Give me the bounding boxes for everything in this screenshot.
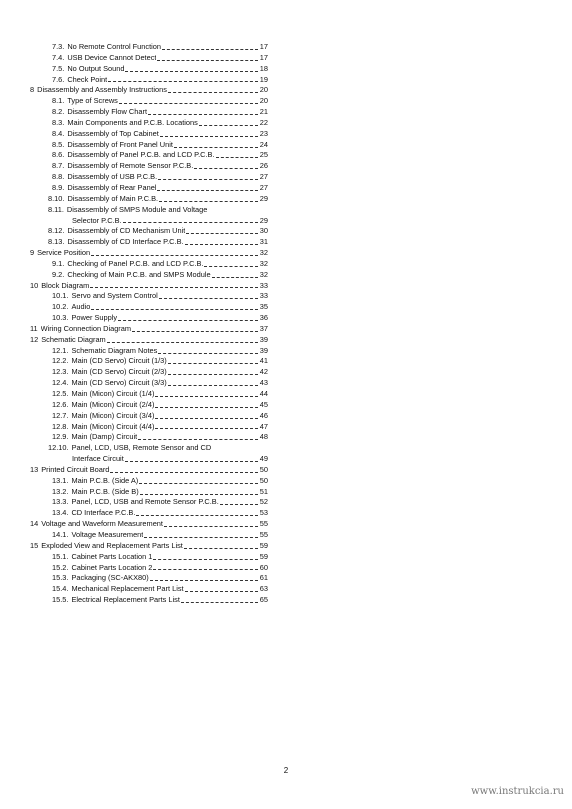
toc-entry[interactable] bbox=[30, 400, 268, 411]
toc-entry-page: 17 bbox=[259, 42, 268, 51]
toc-entry-page: 41 bbox=[259, 356, 268, 366]
toc-entry-number: 10.2. bbox=[52, 302, 69, 312]
toc-entry-page: 52 bbox=[259, 497, 268, 507]
toc-entry[interactable] bbox=[30, 237, 268, 248]
page-number: 2 bbox=[283, 766, 289, 775]
toc-entry-page: 59 bbox=[259, 540, 268, 550]
toc-entry-title: Printed Circuit Board bbox=[41, 464, 110, 474]
toc-entry-title: Voltage and Waveform Measurement bbox=[41, 519, 163, 529]
toc-entry-title: No Output Sound bbox=[67, 63, 125, 73]
toc-entry-page: 55 bbox=[259, 529, 268, 539]
toc-entry-page: 29 bbox=[259, 193, 268, 203]
dot-leader bbox=[155, 390, 257, 397]
toc-entry-number: 8.3. bbox=[52, 117, 65, 127]
toc-entry[interactable] bbox=[30, 129, 268, 140]
toc-entry-title: Main P.C.B. (Side B) bbox=[71, 486, 139, 496]
toc-entry-title: No Remote Control Function bbox=[67, 42, 161, 51]
dot-leader bbox=[199, 119, 258, 126]
toc-entry[interactable] bbox=[30, 270, 268, 281]
toc-entry-page: 24 bbox=[259, 139, 268, 149]
toc-entry-title: Exploded View and Replacement Parts List bbox=[41, 540, 183, 550]
toc-entry[interactable] bbox=[30, 454, 268, 465]
toc-entry[interactable] bbox=[30, 356, 268, 367]
toc-entry-number: 13 bbox=[30, 464, 39, 474]
dot-leader bbox=[118, 314, 258, 321]
dot-leader bbox=[168, 86, 258, 93]
toc-entry-page: 27 bbox=[259, 172, 268, 182]
toc-entry-number: 10.3. bbox=[52, 313, 69, 323]
toc-entry-number: 8 bbox=[30, 85, 35, 95]
toc-entry-title: Disassembly of SMPS Module and Voltage bbox=[66, 204, 208, 214]
toc-entry-title: Schematic Diagram bbox=[41, 334, 106, 344]
toc-entry-title: Main (Micon) Circuit (3/4) bbox=[71, 410, 155, 420]
toc-entry[interactable] bbox=[30, 497, 268, 508]
watermark: www.instrukcia.ru bbox=[471, 786, 564, 797]
toc-entry-number: 11 bbox=[30, 323, 38, 333]
toc-entry-page: 39 bbox=[259, 345, 268, 355]
toc-entry-number: 8.5. bbox=[52, 139, 65, 149]
toc-entry-number: 15 bbox=[30, 540, 39, 550]
toc-entry-number: 12.2. bbox=[52, 356, 69, 366]
toc-entry-page: 59 bbox=[259, 551, 268, 561]
dot-leader bbox=[119, 97, 258, 104]
toc-entry[interactable] bbox=[30, 172, 268, 183]
toc-entry-page: 29 bbox=[259, 215, 268, 225]
toc-entry-title: CD Interface P.C.B. bbox=[71, 508, 136, 518]
toc-entry[interactable] bbox=[30, 96, 268, 107]
toc-entry[interactable] bbox=[30, 335, 268, 346]
dot-leader bbox=[108, 75, 258, 82]
dot-leader bbox=[150, 574, 258, 581]
toc-entry-page: 61 bbox=[259, 573, 268, 583]
toc-entry[interactable] bbox=[30, 85, 268, 96]
toc-entry-title: Main (CD Servo) Circuit (3/3) bbox=[71, 378, 167, 388]
toc-entry-number: 8.6. bbox=[52, 150, 65, 160]
dot-leader bbox=[153, 553, 257, 560]
toc-entry[interactable] bbox=[30, 411, 268, 422]
dot-leader bbox=[194, 162, 257, 169]
toc-entry-page: 31 bbox=[259, 237, 268, 247]
toc-entry-title: Power Supply bbox=[71, 313, 118, 323]
toc-entry[interactable] bbox=[30, 140, 268, 151]
toc-entry-page: 50 bbox=[259, 475, 268, 485]
toc-entry-page: 37 bbox=[259, 323, 268, 333]
toc-entry[interactable] bbox=[30, 487, 268, 498]
toc-entry-title: Audio bbox=[71, 302, 91, 312]
toc-entry-page: 17 bbox=[259, 52, 268, 62]
toc-entry[interactable] bbox=[30, 324, 268, 335]
toc-entry-number: 12.10. bbox=[48, 443, 69, 453]
toc-entry-title: Disassembly and Assembly Instructions bbox=[37, 85, 167, 95]
toc-entry[interactable] bbox=[30, 313, 268, 324]
toc-entry[interactable] bbox=[30, 194, 268, 205]
dot-leader bbox=[204, 260, 257, 267]
dot-leader bbox=[125, 455, 258, 462]
dot-leader bbox=[110, 466, 257, 473]
toc-entry-number: 8.2. bbox=[52, 107, 65, 117]
dot-leader bbox=[155, 412, 257, 419]
toc-entry-number: 13.4. bbox=[52, 508, 69, 518]
toc-entry[interactable] bbox=[30, 476, 268, 487]
toc-entry-number: 15.2. bbox=[52, 562, 69, 572]
toc-entry[interactable] bbox=[30, 389, 268, 400]
toc-entry-number: 12.5. bbox=[52, 389, 69, 398]
toc-entry[interactable] bbox=[30, 150, 268, 161]
toc-entry-number: 8.4. bbox=[52, 128, 65, 138]
toc-entry-title: Disassembly of Front Panel Unit bbox=[67, 139, 173, 149]
toc-entry-title: Main (Micon) Circuit (4/4) bbox=[71, 421, 155, 431]
table-of-contents bbox=[30, 42, 268, 606]
toc-entry-title: Disassembly Flow Chart bbox=[67, 107, 148, 117]
dot-leader bbox=[181, 596, 258, 603]
toc-entry-title: Disassembly of Panel P.C.B. and LCD P.C.B. bbox=[67, 150, 215, 160]
toc-entry-title: Main (Micon) Circuit (2/4) bbox=[71, 399, 155, 409]
toc-entry-page: 20 bbox=[259, 96, 268, 106]
toc-entry-title: Disassembly of Rear Panel bbox=[67, 182, 157, 192]
toc-entry-page: 22 bbox=[259, 117, 268, 127]
toc-entry-number: 15.1. bbox=[52, 551, 69, 561]
toc-entry[interactable] bbox=[30, 552, 268, 563]
toc-entry-title: Disassembly of CD Interface P.C.B. bbox=[67, 237, 184, 247]
toc-entry-number: 7.3. bbox=[52, 42, 65, 51]
dot-leader bbox=[155, 422, 257, 429]
toc-entry-number: 7.5. bbox=[52, 63, 65, 73]
dot-leader bbox=[168, 368, 258, 375]
toc-entry-page: 32 bbox=[259, 248, 268, 258]
toc-entry-page: 55 bbox=[259, 519, 268, 529]
dot-leader bbox=[91, 303, 257, 310]
toc-entry-page: 26 bbox=[259, 161, 268, 171]
dot-leader bbox=[162, 43, 258, 50]
toc-entry-page: 51 bbox=[259, 486, 268, 496]
toc-entry-page: 20 bbox=[259, 85, 268, 95]
toc-entry-page: 32 bbox=[259, 269, 268, 279]
toc-entry-title: Check Point bbox=[67, 74, 108, 84]
toc-entry-page: 19 bbox=[259, 74, 268, 84]
toc-entry-number: 8.11. bbox=[48, 204, 64, 214]
toc-entry-title: Checking of Main P.C.B. and SMPS Module bbox=[67, 269, 211, 279]
toc-entry-number: 8.12. bbox=[48, 226, 65, 236]
toc-entry-page: 30 bbox=[259, 226, 268, 236]
toc-entry-title: Main P.C.B. (Side A) bbox=[71, 475, 139, 485]
toc-entry[interactable] bbox=[30, 291, 268, 302]
dot-leader bbox=[220, 498, 258, 505]
toc-entry[interactable] bbox=[30, 508, 268, 519]
toc-entry-page: 18 bbox=[259, 63, 268, 73]
dot-leader bbox=[91, 249, 258, 256]
dot-leader bbox=[159, 195, 258, 202]
dot-leader bbox=[174, 141, 258, 148]
toc-entry[interactable] bbox=[30, 226, 268, 237]
toc-entry-page: 65 bbox=[259, 595, 268, 605]
toc-entry-page: 43 bbox=[259, 378, 268, 388]
toc-entry[interactable] bbox=[30, 161, 268, 172]
toc-entry[interactable] bbox=[30, 118, 268, 129]
toc-entry[interactable] bbox=[30, 64, 268, 75]
toc-entry-title: Cabinet Parts Location 2 bbox=[71, 562, 153, 572]
toc-entry-title: Disassembly of CD Mechanism Unit bbox=[67, 226, 186, 236]
dot-leader bbox=[90, 281, 257, 288]
toc-entry-page: 44 bbox=[259, 389, 268, 398]
toc-entry-number: 14.1. bbox=[52, 529, 69, 539]
toc-entry[interactable] bbox=[30, 563, 268, 574]
toc-entry-title: Disassembly of Remote Sensor P.C.B. bbox=[67, 161, 194, 171]
toc-entry-number: 12.3. bbox=[52, 367, 69, 377]
toc-entry-number: 12.1. bbox=[52, 345, 69, 355]
dot-leader bbox=[140, 488, 258, 495]
toc-entry[interactable] bbox=[30, 205, 268, 216]
toc-entry-page: 46 bbox=[259, 410, 268, 420]
toc-entry[interactable] bbox=[30, 530, 268, 541]
dot-leader bbox=[125, 65, 257, 72]
toc-entry-title: Voltage Measurement bbox=[71, 529, 144, 539]
toc-entry[interactable] bbox=[30, 75, 268, 86]
toc-entry-title: Schematic Diagram Notes bbox=[71, 345, 158, 355]
toc-entry[interactable] bbox=[30, 302, 268, 313]
toc-entry-title: Packaging (SC-AKX80) bbox=[71, 573, 149, 583]
dot-leader bbox=[216, 151, 258, 158]
toc-entry-page: 42 bbox=[259, 367, 268, 377]
toc-entry-number: 15.4. bbox=[52, 584, 69, 594]
toc-entry-number: 15.3. bbox=[52, 573, 69, 583]
toc-entry-page: 21 bbox=[259, 107, 268, 117]
toc-entry-title: Main (CD Servo) Circuit (1/3) bbox=[71, 356, 167, 366]
toc-entry-page: 27 bbox=[259, 182, 268, 192]
toc-entry-number: 13.3. bbox=[52, 497, 69, 507]
dot-leader bbox=[185, 585, 258, 592]
dot-leader bbox=[157, 184, 257, 191]
dot-leader bbox=[185, 238, 258, 245]
toc-entry-page: 39 bbox=[259, 334, 268, 344]
toc-entry-title: Disassembly of USB P.C.B. bbox=[67, 172, 158, 182]
toc-entry[interactable] bbox=[30, 42, 268, 53]
toc-entry-title: USB Device Cannot Detect bbox=[67, 52, 157, 62]
dot-leader bbox=[123, 216, 258, 223]
dot-leader bbox=[144, 531, 257, 538]
toc-entry-page: 47 bbox=[259, 421, 268, 431]
toc-entry-number: 8.8. bbox=[52, 172, 65, 182]
toc-entry-page: 33 bbox=[259, 280, 268, 290]
dot-leader bbox=[139, 477, 257, 484]
toc-entry[interactable] bbox=[30, 519, 268, 530]
toc-entry-title: Interface Circuit bbox=[72, 454, 124, 464]
dot-leader bbox=[168, 379, 258, 386]
toc-entry-title: Checking of Panel P.C.B. and LCD P.C.B. bbox=[67, 258, 204, 268]
toc-entry[interactable] bbox=[30, 259, 268, 270]
toc-entry-number: 7.4. bbox=[52, 52, 65, 62]
dot-leader bbox=[160, 130, 258, 137]
dot-leader bbox=[136, 509, 257, 516]
toc-entry-title: Mechanical Replacement Part List bbox=[71, 584, 184, 594]
dot-leader bbox=[168, 357, 258, 364]
toc-entry-number: 13.1. bbox=[52, 475, 69, 485]
dot-leader bbox=[159, 292, 258, 299]
toc-entry-number: 14 bbox=[30, 519, 39, 529]
toc-entry[interactable] bbox=[30, 53, 268, 64]
toc-entry[interactable] bbox=[30, 432, 268, 443]
toc-entry-number: 9.2. bbox=[52, 269, 65, 279]
dot-leader bbox=[138, 433, 258, 440]
toc-entry[interactable] bbox=[30, 216, 268, 227]
toc-entry-number: 12.8. bbox=[52, 421, 69, 431]
toc-entry[interactable] bbox=[30, 595, 268, 606]
toc-entry-number: 9 bbox=[30, 248, 35, 258]
toc-entry-number: 8.10. bbox=[48, 193, 65, 203]
toc-entry-title: Main (Micon) Circuit (1/4) bbox=[71, 389, 155, 398]
toc-entry-page: 63 bbox=[259, 584, 268, 594]
toc-entry-title: Wiring Connection Diagram bbox=[40, 323, 132, 333]
toc-entry-number: 15.5. bbox=[52, 595, 69, 605]
dot-leader bbox=[132, 325, 258, 332]
dot-leader bbox=[158, 173, 258, 180]
toc-entry-title: Electrical Replacement Parts List bbox=[71, 595, 180, 605]
toc-entry-title: Panel, LCD, USB, Remote Sensor and CD bbox=[71, 443, 212, 453]
toc-entry[interactable] bbox=[30, 573, 268, 584]
toc-entry-page: 48 bbox=[259, 432, 268, 442]
toc-entry-title: Main Components and P.C.B. Locations bbox=[67, 117, 198, 127]
toc-entry-number: 13.2. bbox=[52, 486, 69, 496]
toc-entry-page: 49 bbox=[259, 454, 268, 464]
dot-leader bbox=[212, 271, 258, 278]
toc-entry-page: 32 bbox=[259, 258, 268, 268]
toc-entry-title: Disassembly of Main P.C.B. bbox=[67, 193, 159, 203]
toc-entry-number: 9.1. bbox=[52, 258, 65, 268]
toc-entry-number: 12.4. bbox=[52, 378, 69, 388]
toc-entry[interactable] bbox=[30, 584, 268, 595]
dot-leader bbox=[184, 542, 258, 549]
toc-entry-number: 12 bbox=[30, 334, 39, 344]
toc-entry-number: 12.9. bbox=[52, 432, 69, 442]
toc-entry[interactable] bbox=[30, 378, 268, 389]
toc-entry-page: 50 bbox=[259, 464, 268, 474]
toc-entry-title: Disassembly of Top Cabinet bbox=[67, 128, 159, 138]
dot-leader bbox=[155, 401, 257, 408]
toc-entry[interactable] bbox=[30, 465, 268, 476]
toc-entry-title: Block Diagram bbox=[41, 280, 90, 290]
toc-entry-number: 8.13. bbox=[48, 237, 65, 247]
toc-entry-title: Panel, LCD, USB and Remote Sensor P.C.B. bbox=[71, 497, 219, 507]
toc-entry-number: 8.1. bbox=[52, 96, 65, 106]
toc-entry-number: 8.7. bbox=[52, 161, 65, 171]
toc-entry[interactable] bbox=[30, 541, 268, 552]
toc-entry[interactable] bbox=[30, 107, 268, 118]
toc-entry[interactable] bbox=[30, 248, 268, 259]
toc-entry[interactable] bbox=[30, 443, 268, 454]
toc-entry-number: 10 bbox=[30, 280, 39, 290]
dot-leader bbox=[148, 108, 258, 115]
toc-entry-page: 33 bbox=[259, 291, 268, 301]
toc-entry-page: 36 bbox=[259, 313, 268, 323]
toc-entry-page: 35 bbox=[259, 302, 268, 312]
toc-entry-number: 12.7. bbox=[52, 410, 69, 420]
toc-entry-number: 7.6. bbox=[52, 74, 65, 84]
toc-entry-page: 60 bbox=[259, 562, 268, 572]
toc-entry[interactable] bbox=[30, 183, 268, 194]
toc-entry[interactable] bbox=[30, 367, 268, 378]
toc-entry-page: 23 bbox=[259, 128, 268, 138]
toc-entry-page: 53 bbox=[259, 508, 268, 518]
toc-entry-number: 10.1. bbox=[52, 291, 69, 301]
dot-leader bbox=[186, 227, 257, 234]
toc-entry-page: 25 bbox=[259, 150, 268, 160]
toc-entry-title: Cabinet Parts Location 1 bbox=[71, 551, 153, 561]
toc-entry-title: Main (Damp) Circuit bbox=[71, 432, 138, 442]
dot-leader bbox=[153, 563, 257, 570]
toc-entry-title: Type of Screws bbox=[67, 96, 118, 106]
toc-entry[interactable] bbox=[30, 422, 268, 433]
dot-leader bbox=[158, 347, 257, 354]
toc-entry-page: 45 bbox=[259, 399, 268, 409]
toc-entry-title: Servo and System Control bbox=[71, 291, 158, 301]
toc-entry-number: 8.9. bbox=[52, 182, 65, 192]
toc-entry[interactable] bbox=[30, 346, 268, 357]
toc-entry-title: Main (CD Servo) Circuit (2/3) bbox=[71, 367, 167, 377]
toc-entry-title: Service Position bbox=[37, 248, 91, 258]
dot-leader bbox=[107, 336, 258, 343]
toc-entry-number: 12.6. bbox=[52, 399, 69, 409]
toc-entry[interactable] bbox=[30, 281, 268, 292]
dot-leader bbox=[157, 54, 257, 61]
dot-leader bbox=[164, 520, 258, 527]
toc-entry-title: Selector P.C.B. bbox=[72, 215, 122, 225]
